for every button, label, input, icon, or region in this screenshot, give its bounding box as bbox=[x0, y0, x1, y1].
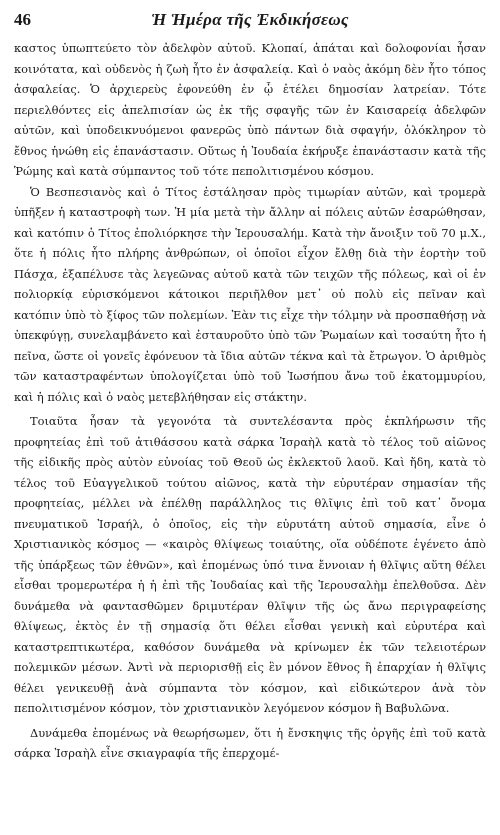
page-number: 46 bbox=[14, 10, 31, 29]
paragraph-4: Δυνάμεθα ἑπομένως νὰ θεωρήσωμεν, ὅτι ἡ ἔνσκηψις τῆς ὀργῆς ἐπὶ τοῦ κατὰ σάρκα Ἰσραὴλ εἶνε σκιαγραφία τῆς ἐπερχομέ- bbox=[14, 725, 486, 760]
body-text bbox=[14, 38, 486, 764]
paragraph-2: Ὁ Βεσπεσιανὸς καὶ ὁ Τίτος ἐστάλησαν πρὸς τιμωρίαν αὐτῶν, καὶ τρομερὰ ὑπῆξεν ἡ καταστροφὴ των. Ἡ μία μετὰ τὴν ἄλλην αἱ πόλεις αὐτῶν ἐσαρώθησαν, καὶ κατόπιν ὁ Τίτος ἐπολιόρκησε τὴν Ἱερουσαλήμ. Κατὰ τὴν ἄνοιξιν τοῦ 70 μ.Χ., ὅτε ἡ πόλις ἦτο πλήρης ἀνθρώπων, οἱ ὁποῖοι εἶχον ἔλθῃ διὰ τὴν ἑορτὴν τοῦ Πάσχα, ἐξαπέλυσε τὰς λεγεῶνας αὐτοῦ κατὰ τῶν τειχῶν τῆς πόλεως, καὶ οἱ ἐν πολιορκίᾳ εὑρισκόμενοι κάτοικοι περιῆλθον μετ᾽ οὐ πολὺ εἰς πεῖναν καὶ κατόπιν ὑπὸ τὸ ξίφος τῶν πολεμίων. Ἐὰν τις εἶχε τὴν τόλμην νὰ προσπαθήσῃ νὰ ὑπεκφύγῃ, συνελαμβάνετο καὶ ἐσταυροῦτο ὑπὸ τῶν Ῥωμαίων καὶ τοσαύτη ἦτο ἡ πεῖνα, ὥστε οἱ γονεῖς ἐφόνευον τὰ ἴδια αὐτῶν τέκνα καὶ τὰ ἔτρωγον. Ὁ ἀριθμὸς τῶν καταστραφέντων ὑπολογίζεται ὑπὸ τοῦ Ἰωσήπου ἄνω τοῦ ἑκατομμυρίου, καὶ ἡ πόλις καὶ ὁ ναὸς μετεβλήθησαν εἰς στάκτην. bbox=[14, 184, 486, 404]
page-header bbox=[14, 10, 486, 36]
running-title: Ἡ Ἡμέρα τῆς Ἐκδικήσεως bbox=[151, 10, 349, 29]
paragraph-3: Τοιαῦτα ἦσαν τὰ γεγονότα τὰ συντελέσαντα πρὸς ἐκπλήρωσιν τῆς προφητείας ἐπὶ τοῦ ἀτιθάσσου κατὰ σάρκα Ἰσραὴλ κατὰ τὸ τέλος τοῦ αἰῶνος τῆς εἰδικῆς πρὸς αὐτὸν εὐνοίας τοῦ Θεοῦ ὡς ἐκλεκτοῦ λαοῦ. Καὶ ἤδη, κατὰ τὸ τέλος τοῦ Εὐαγγελικοῦ τούτου αἰῶνος, κατὰ τὴν εὐρυτέραν σημασίαν τῆς προφητείας, μέλλει νὰ ἐπέλθῃ παράλληλος τις θλῖψις ἐπὶ τοῦ κατ᾽ ὄνομα πνευματικοῦ Ἰσραήλ, ὁ ὁποῖος, εἰς τὴν εὐρυτάτη αὐτοῦ σημασία, εἶνε ὁ Χριστιανικὸς κόσμος — «καιρὸς θλίψεως τοιαύτης, οἵα οὐδέποτε ἐγένετο ἀπὸ τῆς ὑπάρξεως τῶν ἐθνῶν», καὶ ἑπομένως ὑπό τινα ἔννοιαν ἡ θλῖψις αὕτη θέλει εἶσθαι τρομερωτέρα ἡ ἡ ἐπὶ τῆς Ἰουδαίας καὶ τῆς Ἱερουσαλὴμ ἐπελθοῦσα. Δὲν δυνάμεθα νὰ φαντασθῶμεν δριμυτέραν θλῖψιν τῆς ὡς ἄνω περιγραφείσης θλίψεως, ἐκτὸς ἐν τῇ σημασίᾳ ὅτι θέλει εἶσθαι γενικὴ καὶ εὐρυτέρα καὶ καταστρεπτικωτέρα, καθόσον δυνάμεθα νὰ κρίνωμεν ἐκ τῶν τελειοτέρων πολεμικῶν μέσων. Ἀντὶ νὰ περιορισθῇ εἰς ἓν μόνον ἔθνος ἢ ἐπαρχίαν ἡ θλῖψις θέλει γενικευθῇ ἀνὰ σύμπαντα τὸν κόσμον, καὶ εἰδικώτερον ἀνὰ τὸν πεπολιτισμένον κόσμον, τὸν χριστιανικὸν λεγόμενον κόσμον ἢ Βαβυλῶνα. bbox=[14, 414, 486, 715]
paragraph-1: καστος ὑπωπτεύετο τὸν ἀδελφὸν αὐτοῦ. Κλοπαί, ἀπάται καὶ δολοφονίαι ἦσαν κοινότατα, καὶ οὐδενὸς ἡ ζωὴ ἦτο ἐν ἀσφαλείᾳ. Καὶ ὁ ναὸς ἀκόμη δὲν ἦτο τόπος ἀσφαλείας. Ὁ ἀρχιερεὺς ἐφονεύθη ἐν ᾧ ἐτέλει δημοσίαν λατρείαν. Τότε περιελθόντες εἰς ἀπελπισίαν ὡς ἐκ τῆς σφαγῆς τῶν ἐν Καισαρείᾳ ἀδελφῶν αὐτῶν, καὶ ὑποδεικνυόμενοι φανερῶς ὑπὸ πάντων διὰ σφαγήν, ὁλόκληρον τὸ ἔθνος ἡνώθη εἰς ἐπανάστασιν. Οὕτως ἡ Ἰουδαία ἐκήρυξε ἐπανάστασιν κατὰ τῆς Ῥώμης καὶ κατὰ σύμπαντος τοῦ τότε πεπολιτισμένου κόσμου. bbox=[14, 41, 486, 178]
